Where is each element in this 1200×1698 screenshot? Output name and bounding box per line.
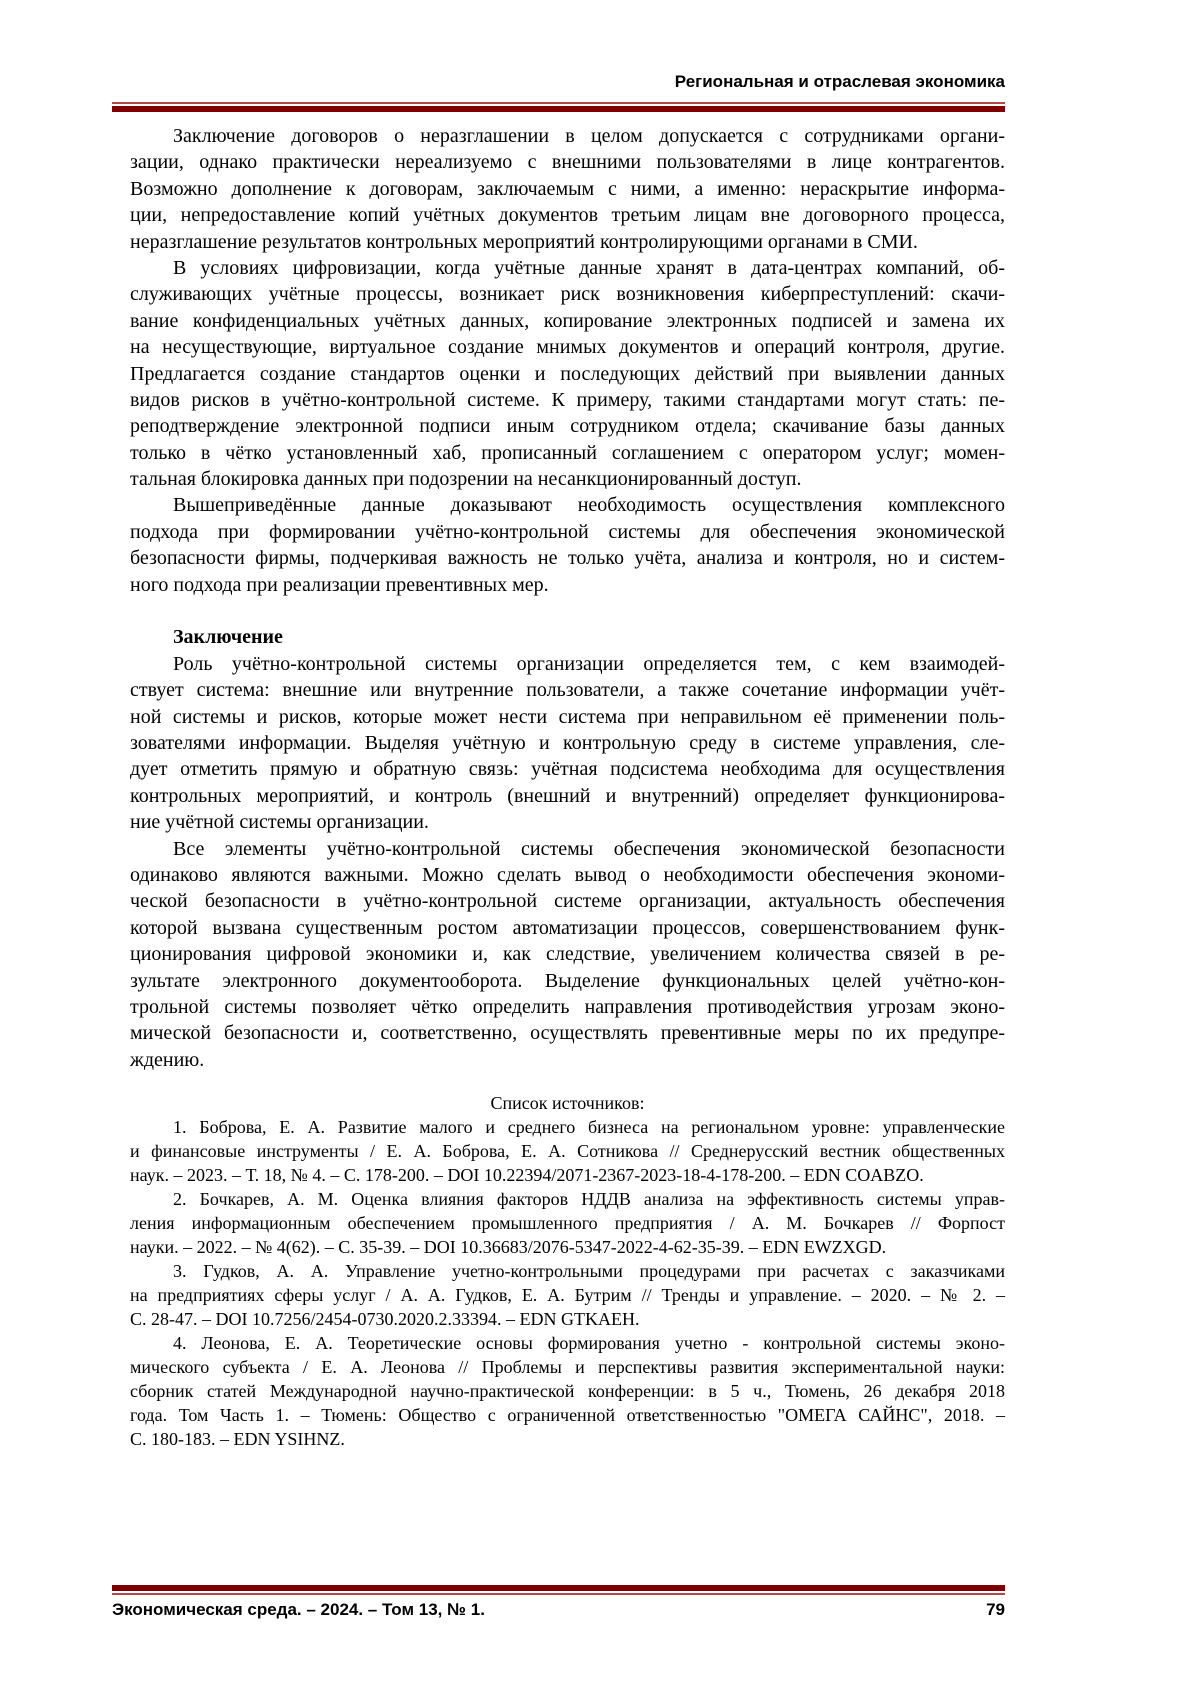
text-line: ного подхода при реализации превентивных мер. bbox=[130, 572, 1005, 598]
header-rule-thick bbox=[112, 106, 1005, 112]
text-line: зультате электронного документооборота. Выделение функциональных целей учётно-кон- bbox=[130, 968, 1005, 994]
text-line: В условиях цифровизации, когда учётные данные хранят в дата-центрах компаний, об- bbox=[130, 255, 1005, 281]
reference-item bbox=[130, 1115, 1005, 1187]
footer-rule-thick bbox=[112, 1585, 1005, 1591]
paragraph bbox=[130, 255, 1005, 493]
paragraph bbox=[130, 836, 1005, 1074]
text-line: мического субъекта / Е. А. Леонова // Проблемы и перспективы развития экспериментальной науки: bbox=[130, 1355, 1005, 1379]
text-line: подхода при формировании учётно-контрольной системы для обеспечения экономической bbox=[130, 519, 1005, 545]
spacer bbox=[130, 598, 1005, 624]
running-footer bbox=[112, 1600, 1005, 1620]
text-line: Все элементы учётно-контрольной системы обеспечения экономической безопасности bbox=[130, 836, 1005, 862]
text-line: Вышеприведённые данные доказывают необходимость осуществления комплексного bbox=[130, 492, 1005, 518]
paragraph bbox=[130, 123, 1005, 255]
text-line: 3. Гудков, А. А. Управление учетно-контрольными процедурами при расчетах с заказчиками bbox=[130, 1259, 1005, 1283]
text-line: реподтверждение электронной подписи иным сотрудником отдела; скачивание базы данных bbox=[130, 413, 1005, 439]
text-line: дует отметить прямую и обратную связь: учётная подсистема необходима для осуществления bbox=[130, 756, 1005, 782]
text-line: наук. – 2023. – Т. 18, № 4. – С. 178-200. – DOI 10.22394/2071-2367-2023-18-4-178-200. – EDN COABZO. bbox=[130, 1163, 1005, 1187]
text-line: тальная блокировка данных при подозрении на несанкционированный доступ. bbox=[130, 466, 1005, 492]
page-number: 79 bbox=[986, 1600, 1005, 1620]
reference-item bbox=[130, 1331, 1005, 1451]
paragraph bbox=[130, 651, 1005, 836]
reference-item bbox=[130, 1187, 1005, 1259]
header-rule-thin bbox=[112, 102, 1005, 104]
text-line: на несуществующие, виртуальное создание мнимых документов и операций контроля, другие. bbox=[130, 334, 1005, 360]
text-line: С. 28-47. – DOI 10.7256/2454-0730.2020.2.33394. – EDN GTKAEH. bbox=[130, 1307, 1005, 1331]
text-line: 2. Бочкарев, А. М. Оценка влияния факторов НДДВ анализа на эффективность системы управ- bbox=[130, 1187, 1005, 1211]
text-line: ционирования цифровой экономики и, как следствие, увеличением количества связей в ре- bbox=[130, 941, 1005, 967]
text-line: контрольных мероприятий, и контроль (внешний и внутренний) определяет функционирова- bbox=[130, 783, 1005, 809]
text-line: служивающих учётные процессы, возникает риск возникновения киберпреступлений: скачи- bbox=[130, 281, 1005, 307]
text-line: одинаково являются важными. Можно сделать вывод о необходимости обеспечения экономи- bbox=[130, 862, 1005, 888]
text-line: безопасности фирмы, подчеркивая важность не только учёта, анализа и контроля, но и систем- bbox=[130, 545, 1005, 571]
footer-rule-thin bbox=[112, 1593, 1005, 1595]
text-line: зации, однако практически нереализуемо с внешними пользователями в лице контрагентов. bbox=[130, 149, 1005, 175]
article-body bbox=[130, 123, 1005, 1073]
text-line: Возможно дополнение к договорам, заключаемым с ними, а именно: нераскрытие информа- bbox=[130, 176, 1005, 202]
text-line: года. Том Часть 1. – Тюмень: Общество с ограниченной ответственностью "ОМЕГА САЙНС", 2018. – bbox=[130, 1403, 1005, 1427]
text-line: Роль учётно-контрольной системы организации определяется тем, с кем взаимодей- bbox=[130, 651, 1005, 677]
text-line: которой вызвана существенным ростом автоматизации процессов, совершенствованием функ- bbox=[130, 915, 1005, 941]
section-heading: Заключение bbox=[130, 624, 1005, 650]
text-line: на предприятиях сферы услуг / А. А. Гудков, Е. А. Бутрим // Тренды и управление. – 2020. – № 2. – bbox=[130, 1283, 1005, 1307]
text-line: и финансовые инструменты / Е. А. Боброва, Е. А. Сотникова // Среднерусский вестник общественных bbox=[130, 1139, 1005, 1163]
reference-list-title: Список источников: bbox=[130, 1091, 1005, 1115]
text-line: 1. Боброва, Е. А. Развитие малого и среднего бизнеса на региональном уровне: управленческие bbox=[130, 1115, 1005, 1139]
text-line: Предлагается создание стандартов оценки и последующих действий при выявлении данных bbox=[130, 361, 1005, 387]
text-line: 4. Леонова, Е. А. Теоретические основы формирования учетно - контрольной системы эконо- bbox=[130, 1331, 1005, 1355]
text-line: только в чётко установленный хаб, прописанный соглашением с оператором услуг; момен- bbox=[130, 440, 1005, 466]
text-line: вание конфиденциальных учётных данных, копирование электронных подписей и замена их bbox=[130, 308, 1005, 334]
text-line: сборник статей Международной научно-практической конференции: в 5 ч., Тюмень, 26 декабря 2018 bbox=[130, 1379, 1005, 1403]
running-header: Региональная и отраслевая экономика bbox=[112, 72, 1005, 92]
text-line: ждению. bbox=[130, 1047, 1005, 1073]
journal-citation: Экономическая среда. – 2024. – Том 13, № 1. bbox=[112, 1600, 485, 1620]
paragraph bbox=[130, 492, 1005, 598]
reference-list bbox=[130, 1091, 1005, 1451]
text-line: ления информационным обеспечением промышленного предприятия / А. М. Бочкарев // Форпост bbox=[130, 1211, 1005, 1235]
text-line: ние учётной системы организации. bbox=[130, 809, 1005, 835]
text-line: ствует система: внешние или внутренние пользователи, а также сочетание информации учёт- bbox=[130, 677, 1005, 703]
text-line: ческой безопасности в учётно-контрольной системе организации, актуальность обеспечения bbox=[130, 888, 1005, 914]
text-line: неразглашение результатов контрольных мероприятий контролирующими органами в СМИ. bbox=[130, 229, 1005, 255]
text-line: ной системы и рисков, которые может нести система при неправильном её применении поль- bbox=[130, 704, 1005, 730]
reference-item bbox=[130, 1259, 1005, 1331]
text-line: С. 180-183. – EDN YSIHNZ. bbox=[130, 1427, 1005, 1451]
text-line: видов рисков в учётно-контрольной системе. К примеру, такими стандартами могут стать: пе- bbox=[130, 387, 1005, 413]
text-line: мической безопасности и, соответственно, осуществлять превентивные меры по их предупре- bbox=[130, 1020, 1005, 1046]
text-line: трольной системы позволяет чётко определить направления противодействия угрозам эконо- bbox=[130, 994, 1005, 1020]
text-line: науки. – 2022. – № 4(62). – С. 35-39. – DOI 10.36683/2076-5347-2022-4-62-35-39. – EDN EWZXGD. bbox=[130, 1235, 1005, 1259]
text-line: Заключение договоров о неразглашении в целом допускается с сотрудниками органи- bbox=[130, 123, 1005, 149]
text-line: ции, непредоставление копий учётных документов третьим лицам вне договорного процесса, bbox=[130, 202, 1005, 228]
text-line: зователями информации. Выделяя учётную и контрольную среду в системе управления, сле- bbox=[130, 730, 1005, 756]
